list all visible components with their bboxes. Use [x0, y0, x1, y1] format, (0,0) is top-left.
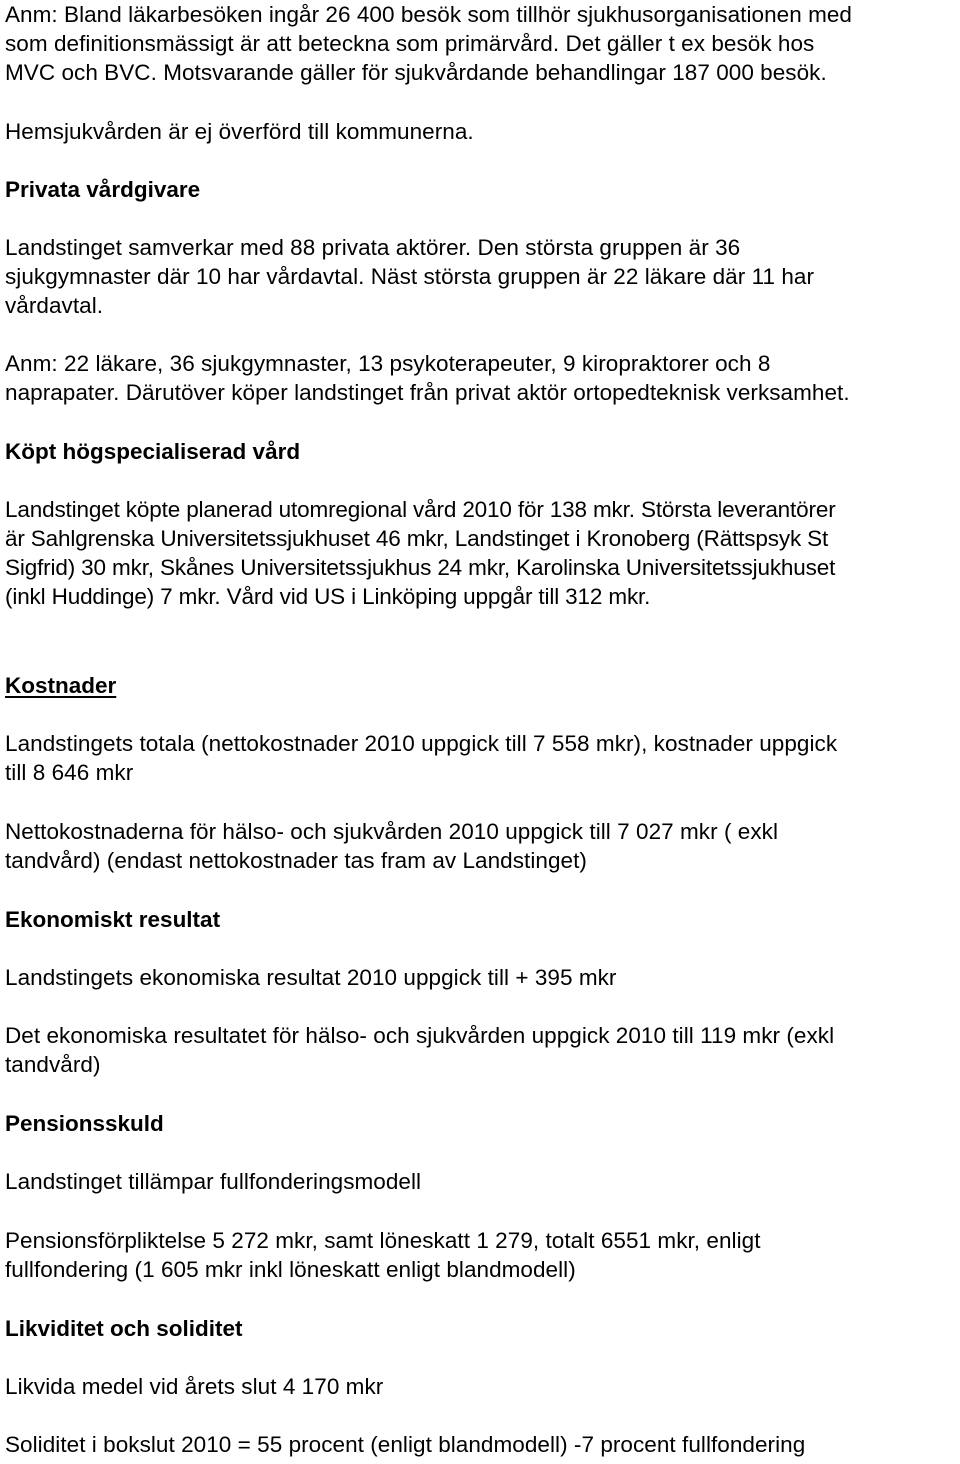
- paragraph-kostnader-1: [5, 729, 957, 787]
- paragraph-kostnader-2: [5, 817, 957, 875]
- heading-text: Likviditet och soliditet: [5, 1316, 243, 1341]
- heading-text: Kostnader: [5, 673, 117, 698]
- heading-pensionsskuld: [5, 1109, 957, 1138]
- paragraph-hemsjukvard: [5, 117, 957, 146]
- text-line: sjukgymnaster där 10 har vårdavtal. Näst största gruppen är 22 läkare där 11 har: [5, 264, 815, 289]
- heading-text: Köpt högspecialiserad vård: [5, 439, 301, 464]
- heading-likviditet-soliditet: [5, 1314, 957, 1343]
- text-line: Landstingets totala (nettokostnader 2010 uppgick till 7 558 mkr), kostnader uppgick: [5, 731, 838, 756]
- paragraph-pension-2: [5, 1226, 957, 1284]
- heading-kopt-vard: [5, 437, 957, 466]
- text-line: vårdavtal.: [5, 293, 104, 318]
- paragraph-anm-lakare: [5, 349, 957, 407]
- text-line: Anm: Bland läkarbesöken ingår 26 400 besök som tillhör sjukhusorganisationen med: [5, 2, 852, 27]
- text-line: MVC och BVC. Motsvarande gäller för sjukvårdande behandlingar 187 000 besök.: [5, 60, 827, 85]
- text-line: som definitionsmässigt är att beteckna som primärvård. Det gäller t ex besök hos: [5, 31, 815, 56]
- paragraph-ekonomiskt-1: [5, 963, 957, 992]
- heading-text: Pensionsskuld: [5, 1111, 164, 1136]
- text-line: Det ekonomiska resultatet för hälso- och sjukvården uppgick 2010 till 119 mkr (exkl: [5, 1023, 835, 1048]
- text-line: Sigfrid) 30 mkr, Skånes Universitetssjukhus 24 mkr, Karolinska Universitetssjukhuset: [5, 555, 836, 580]
- text-line: Landstinget köpte planerad utomregional vård 2010 för 138 mkr. Största leverantörer: [5, 497, 836, 522]
- heading-kostnader: [5, 671, 957, 700]
- paragraph-ekonomiskt-2: [5, 1021, 957, 1079]
- text-line: Pensionsförpliktelse 5 272 mkr, samt löneskatt 1 279, totalt 6551 mkr, enligt: [5, 1228, 761, 1253]
- text-line: Landstinget samverkar med 88 privata aktörer. Den största gruppen är 36: [5, 235, 741, 260]
- text-line: naprapater. Därutöver köper landstinget från privat aktör ortopedteknisk verksamhet.: [5, 380, 850, 405]
- text-line: Landstinget tillämpar fullfonderingsmodell: [5, 1169, 422, 1194]
- heading-text: Privata vårdgivare: [5, 177, 201, 202]
- paragraph-kopt: [5, 495, 957, 611]
- text-line: Likvida medel vid årets slut 4 170 mkr: [5, 1374, 384, 1399]
- paragraph-anm-bland: [5, 0, 957, 87]
- heading-ekonomiskt-resultat: [5, 905, 957, 934]
- text-line: är Sahlgrenska Universitetssjukhuset 46 mkr, Landstinget i Kronoberg (Rättspsyk St: [5, 526, 829, 551]
- heading-text: Ekonomiskt resultat: [5, 907, 221, 932]
- paragraph-pension-1: [5, 1167, 957, 1196]
- paragraph-likviditet-2: [5, 1430, 957, 1459]
- paragraph-privata: [5, 233, 957, 320]
- text-line: tandvård) (endast nettokostnader tas fram av Landstinget): [5, 848, 587, 873]
- text-line: Hemsjukvården är ej överförd till kommunerna.: [5, 119, 474, 144]
- text-line: (inkl Huddinge) 7 mkr. Vård vid US i Linköping uppgår till 312 mkr.: [5, 584, 651, 609]
- heading-privata-vardgivare: [5, 175, 957, 204]
- text-line: Nettokostnaderna för hälso- och sjukvården 2010 uppgick till 7 027 mkr ( exkl: [5, 819, 779, 844]
- text-line: tandvård): [5, 1052, 101, 1077]
- text-line: Landstingets ekonomiska resultat 2010 uppgick till + 395 mkr: [5, 965, 617, 990]
- paragraph-likviditet-1: [5, 1372, 957, 1401]
- text-line: Anm: 22 läkare, 36 sjukgymnaster, 13 psykoterapeuter, 9 kiropraktorer och 8: [5, 351, 771, 376]
- text-line: fullfondering (1 605 mkr inkl löneskatt enligt blandmodell): [5, 1257, 576, 1282]
- text-line: till 8 646 mkr: [5, 760, 134, 785]
- text-line: Soliditet i bokslut 2010 = 55 procent (enligt blandmodell) -7 procent fullfondering: [5, 1432, 806, 1457]
